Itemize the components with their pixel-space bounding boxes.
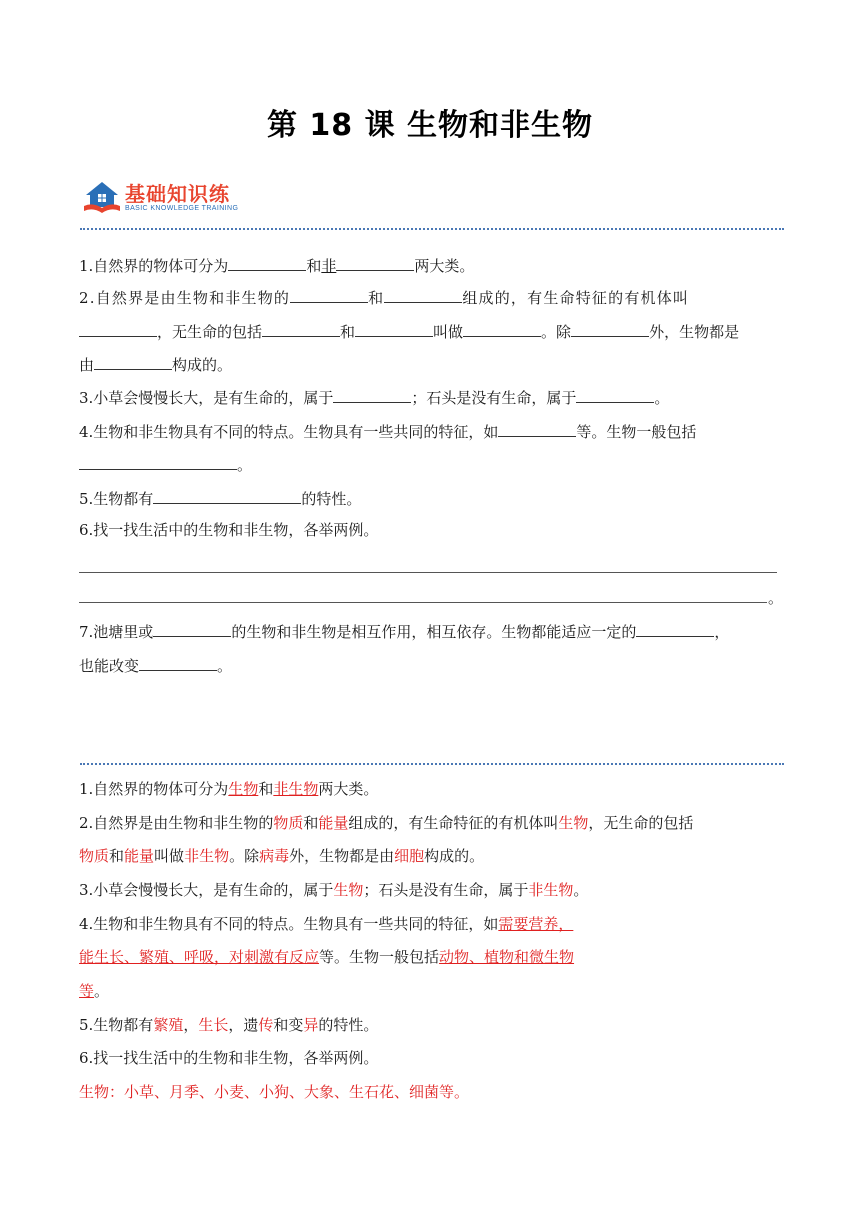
blank[interactable] [153,487,301,504]
blank[interactable] [336,254,414,271]
question-2-line-3: 由 构成的。 [79,353,232,375]
question-7-line-1: 7.池塘里或 的生物和非生物是相互作用，相互依存。生物都能适应一定的 ， [79,620,729,642]
question-5: 5.生物都有 的特性。 [79,487,361,509]
question-4-line-1: 4.生物和非生物具有不同的特点。生物具有一些共同的特征，如 等。生物一般包括 [79,420,696,442]
question-6: 6.找一找生活中的生物和非生物，各举两例。 [79,521,379,539]
answer-2-line-1: 2.自然界是由生物和非生物的物质和能量组成的，有生命特征的有机体叫生物，无生命的包括 [79,814,694,832]
question-2-line-1: 2.自然界是由生物和非生物的 和 组成的，有生命特征的有机体叫 [79,286,689,308]
section-divider-answers [80,763,784,765]
blank[interactable] [139,654,217,671]
answer-6: 6.找一找生活中的生物和非生物，各举两例。 [79,1049,379,1067]
blank[interactable] [228,254,306,271]
answer-4-line-3: 等。 [79,982,110,1000]
answer-4-line-2: 能生长、繁殖、呼吸，对刺激有反应等。生物一般包括动物、植物和微生物 [79,948,575,966]
blank[interactable] [79,453,237,470]
logo-title: 基础知识练 [125,182,230,206]
question-7-line-2: 也能改变 。 [79,654,232,676]
blank[interactable] [79,320,157,337]
blank[interactable] [262,320,340,337]
answer-1: 1.自然界的物体可分为生物和非生物两大类。 [79,780,379,798]
blank[interactable] [94,353,172,370]
blank[interactable] [576,386,654,403]
answer-line[interactable] [79,602,767,603]
answer-6-examples: 生物：小草、月季、小麦、小狗、大象、生石花、细菌等。 [79,1083,470,1101]
answer-5: 5.生物都有繁殖，生长，遗传和变异的特性。 [79,1016,379,1034]
basic-knowledge-logo [83,180,263,216]
house-book-icon [83,180,121,214]
blank[interactable] [463,320,541,337]
question-6-end: 。 [768,589,784,607]
page-title: 第 18 课 生物和非生物 [266,108,594,143]
blank[interactable] [153,620,231,637]
blank[interactable] [498,420,576,437]
question-4-line-2: 。 [79,453,252,475]
answer-3: 3.小草会慢慢长大，是有生命的，属于生物；石头是没有生命，属于非生物。 [79,881,589,899]
answer-line[interactable] [79,572,777,573]
question-3: 3.小草会慢慢长大，是有生命的，属于 ；石头是没有生命，属于 。 [79,386,669,408]
answer-2-line-2: 物质和能量叫做非生物。除病毒外，生物都是由细胞构成的。 [79,847,485,865]
blank[interactable] [636,620,714,637]
logo-subtitle: BASIC KNOWLEDGE TRAINING [125,205,239,212]
blank[interactable] [290,286,368,303]
question-1: 1.自然界的物体可分为 和非 两大类。 [79,254,474,276]
section-divider-top [80,228,784,230]
answer-4-line-1: 4.生物和非生物具有不同的特点。生物具有一些共同的特征，如需要营养， [79,915,574,933]
blank[interactable] [571,320,649,337]
blank[interactable] [384,286,462,303]
blank[interactable] [355,320,433,337]
blank[interactable] [333,386,411,403]
question-2-line-2: ，无生命的包括 和 叫做 。除 外，生物都是 [79,320,739,342]
